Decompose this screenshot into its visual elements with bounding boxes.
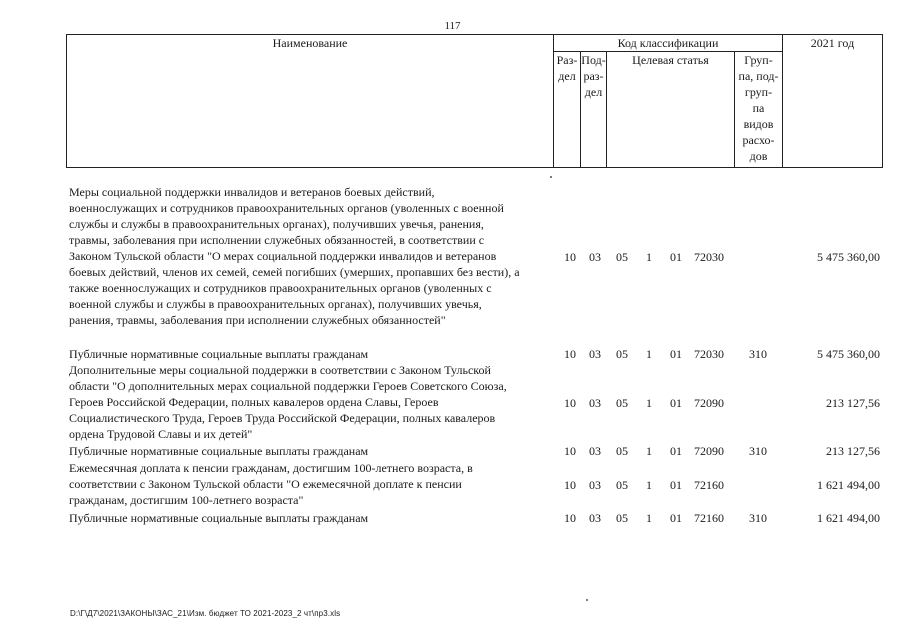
cell-target-event: 01 (670, 250, 682, 264)
cell-razdel: 10 (564, 478, 576, 492)
header-name: Наименование (67, 35, 554, 168)
header-group-line: па, под- (738, 69, 779, 83)
cell-target-program: 05 (616, 478, 628, 492)
row-name-line: военной службы и службы в правоохранительных органах), получивших увечья, (69, 297, 482, 311)
cell-group: 310 (749, 511, 767, 525)
header-podrazdel-line: раз- (583, 69, 604, 83)
header-group-line: дов (749, 149, 768, 163)
cell-target-type: 1 (646, 444, 652, 458)
row-name-line: боевых действий, членов их семей, семей погибших (умерших, пропавших без вести), а (69, 265, 520, 279)
cell-target-program: 05 (616, 396, 628, 410)
header-group (735, 52, 783, 168)
page-number: 117 (444, 20, 461, 32)
row-name-line: травмы, заболевания при исполнении служебных обязанностей, в соответствии с (69, 233, 485, 247)
row-name (69, 510, 549, 526)
cell-target-event: 01 (670, 396, 682, 410)
row-name-line: Героев Российской Федерации, полных кавалеров ордена Славы, Героев (69, 395, 439, 409)
scan-speck (586, 599, 588, 601)
cell-podrazdel: 03 (589, 396, 601, 410)
cell-target-direction: 72090 (694, 396, 724, 410)
cell-target-event: 01 (670, 347, 682, 361)
cell-razdel: 10 (564, 396, 576, 410)
cell-target-direction: 72160 (694, 511, 724, 525)
header-group-line: расхо- (742, 133, 775, 147)
row-name-line: гражданам, достигшим 100-летнего возраста" (69, 493, 304, 507)
row-name (69, 443, 549, 459)
cell-target-type: 1 (646, 250, 652, 264)
cell-razdel: 10 (564, 444, 576, 458)
cell-target-type: 1 (646, 396, 652, 410)
cell-amount: 213 127,56 (826, 396, 880, 410)
row-name-line: ранения, травмы, заболевания при исполнении служебных обязанностей" (69, 313, 446, 327)
cell-target-program: 05 (616, 347, 628, 361)
cell-target-event: 01 (670, 444, 682, 458)
header-razdel (554, 52, 581, 168)
row-name-line: Дополнительные меры социальной поддержки в соответствии с Законом Тульской (69, 363, 491, 377)
cell-target-program: 05 (616, 444, 628, 458)
row-name (69, 184, 549, 328)
cell-podrazdel: 03 (589, 250, 601, 264)
cell-target-event: 01 (670, 511, 682, 525)
cell-amount: 5 475 360,00 (817, 347, 880, 361)
cell-group: 310 (749, 444, 767, 458)
cell-target-direction: 72030 (694, 347, 724, 361)
cell-razdel: 10 (564, 250, 576, 264)
cell-target-type: 1 (646, 347, 652, 361)
row-name-line: Публичные нормативные социальные выплаты гражданам (69, 444, 369, 458)
row-name-line: Меры социальной поддержки инвалидов и ветеранов боевых действий, (69, 185, 435, 199)
row-name-line: области "О дополнительных мерах социальной поддержки Героев Советского Союза, (69, 379, 507, 393)
scan-speck (550, 176, 552, 178)
cell-razdel: 10 (564, 511, 576, 525)
row-name-line: Публичные нормативные социальные выплаты гражданам (69, 511, 369, 525)
cell-amount: 1 621 494,00 (817, 511, 880, 525)
cell-amount: 213 127,56 (826, 444, 880, 458)
cell-target-type: 1 (646, 478, 652, 492)
header-group-line: груп- (744, 85, 773, 99)
row-name-line: Социалистического Труда, Героев Труда Российской Федерации, полных кавалеров (69, 411, 496, 425)
file-path-footer: D:\Г\Д7\2021\ЗАКОНЫ\ЗАС_21\Изм. бюджет ТО 2021-2023_2 чт\пр3.xls (70, 609, 341, 618)
header-group-line: видов (743, 117, 774, 131)
row-name-line: Законом Тульской области "О мерах социальной поддержки инвалидов и ветеранов (69, 249, 497, 263)
cell-target-direction: 72090 (694, 444, 724, 458)
cell-razdel: 10 (564, 347, 576, 361)
header-podrazdel-line: дел (584, 85, 603, 99)
cell-target-event: 01 (670, 478, 682, 492)
cell-podrazdel: 03 (589, 511, 601, 525)
cell-podrazdel: 03 (589, 347, 601, 361)
row-name-line: ордена Трудовой Славы и их детей" (69, 427, 253, 441)
cell-target-direction: 72160 (694, 478, 724, 492)
row-name (69, 460, 549, 508)
header-code-group: Код классификации (554, 35, 783, 52)
row-name (69, 346, 549, 362)
header-razdel-line: дел (558, 69, 576, 83)
row-name-line: Ежемесячная доплата к пенсии гражданам, достигшим 100-летнего возраста, в (69, 461, 473, 475)
cell-amount: 5 475 360,00 (817, 250, 880, 264)
header-target: Целевая статья (607, 52, 735, 168)
row-name-line: соответствии с Законом Тульской области "О ежемесячной доплате к пенсии (69, 477, 462, 491)
header-podrazdel-line: Под- (581, 53, 606, 67)
cell-target-program: 05 (616, 250, 628, 264)
header-podrazdel (581, 52, 607, 168)
cell-podrazdel: 03 (589, 444, 601, 458)
header-year: 2021 год (783, 35, 883, 168)
row-name-line: также военнослужащих и сотрудников правоохранительных органов (уволенных с (69, 281, 492, 295)
table-header (66, 34, 883, 168)
cell-target-type: 1 (646, 511, 652, 525)
header-group-line: па (752, 101, 765, 115)
cell-target-program: 05 (616, 511, 628, 525)
row-name-line: военнослужащих и сотрудников правоохранительных органов (уволенных с военной (69, 201, 504, 215)
row-name-line: Публичные нормативные социальные выплаты гражданам (69, 347, 369, 361)
cell-target-direction: 72030 (694, 250, 724, 264)
cell-amount: 1 621 494,00 (817, 478, 880, 492)
row-name-line: службы и службы в правоохранительных органах), получивших увечья, ранения, (69, 217, 484, 231)
cell-group: 310 (749, 347, 767, 361)
row-name (69, 362, 549, 442)
header-razdel-line: Раз- (556, 53, 578, 67)
cell-podrazdel: 03 (589, 478, 601, 492)
header-group-line: Груп- (744, 53, 773, 67)
